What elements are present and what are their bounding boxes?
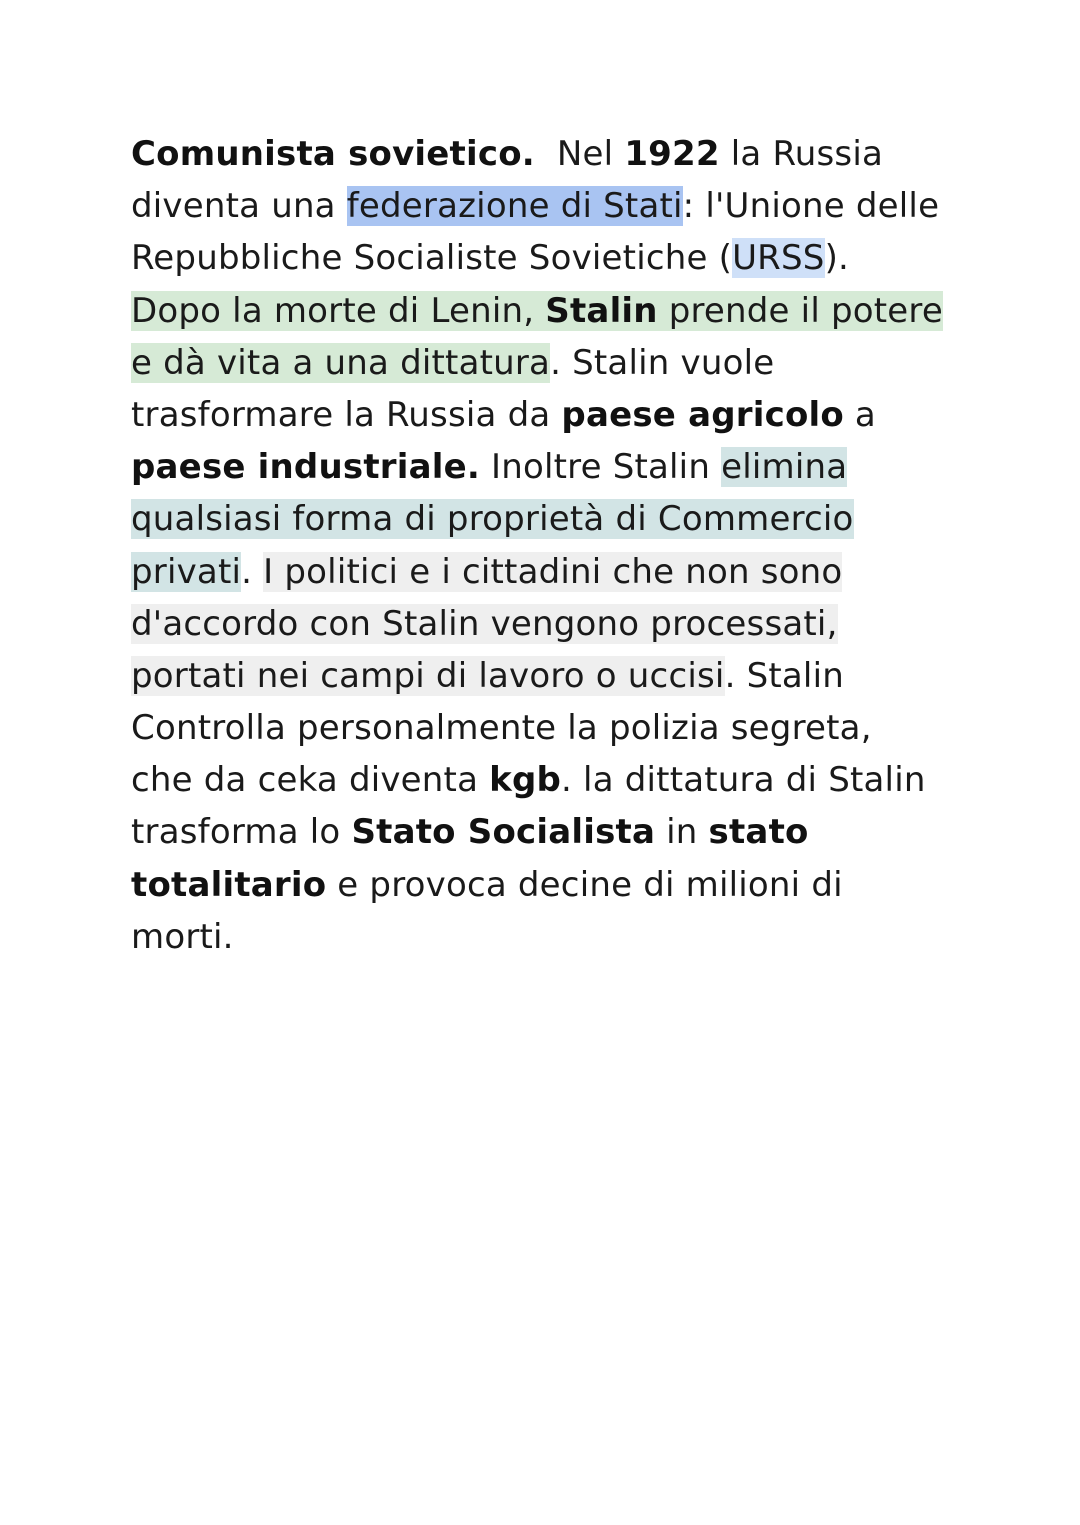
text-segment: Controlla personalmente la polizia segreta, [131, 708, 872, 749]
text-segment: morti. [131, 916, 234, 957]
text-segment: trasforma lo [131, 812, 352, 853]
text-line [131, 232, 961, 284]
text-segment: . la dittatura di Stalin [561, 760, 926, 801]
text-segment: a [843, 394, 876, 435]
text-segment: in [655, 812, 709, 853]
highlighted-text: I politici e i cittadini che non sono [263, 551, 843, 592]
text-line [131, 493, 961, 545]
text-segment: Inoltre Stalin [479, 447, 722, 488]
text-line [131, 389, 961, 441]
text-line [131, 285, 961, 337]
highlighted-text: d'accordo con Stalin vengono processati, [131, 603, 838, 644]
bold-text: stato [708, 812, 809, 853]
text-segment: trasformare la Russia da [131, 394, 562, 435]
text-segment: . Stalin [724, 655, 844, 696]
text-line [131, 128, 961, 180]
text-segment: che da ceka diventa [131, 760, 490, 801]
highlighted-text: e dà vita a una dittatura [131, 342, 551, 383]
text-line [131, 806, 961, 858]
text-segment: : l'Unione delle [682, 186, 940, 227]
text-line [131, 598, 961, 650]
highlighted-text: federazione di Stati [346, 186, 683, 227]
text-line [131, 546, 961, 598]
highlighted-text: portati nei campi di lavoro o uccisi [131, 655, 725, 696]
text-line [131, 180, 961, 232]
bold-text: Stato Socialista [351, 812, 656, 853]
text-line [131, 650, 961, 702]
highlighted-text: prende il potere [657, 290, 943, 331]
text-line [131, 441, 961, 493]
text-segment: . [241, 551, 264, 592]
highlighted-text: URSS [732, 238, 825, 279]
bold-text: kgb [489, 760, 562, 801]
bold-text: Comunista sovietico. [131, 134, 535, 174]
text-line [131, 754, 961, 806]
text-segment: la Russia [719, 134, 884, 174]
text-segment: diventa una [131, 186, 347, 227]
text-segment: . Stalin vuole [550, 342, 775, 383]
highlighted-text: Stalin [545, 290, 658, 331]
text-line [131, 911, 961, 963]
highlighted-text: qualsiasi forma di proprietà di Commercio [131, 499, 854, 540]
text-line [131, 859, 961, 911]
bold-text: totalitario [131, 864, 327, 905]
text-segment: Repubbliche Socialiste Sovietiche ( [131, 238, 733, 279]
bold-text: paese agricolo [561, 394, 844, 435]
highlighted-text: privati [131, 551, 242, 592]
text-segment: ). [824, 238, 850, 279]
text-line [131, 337, 961, 389]
highlighted-text: elimina [721, 447, 848, 488]
text-segment: Nel [534, 134, 625, 174]
bold-text: 1922 [624, 134, 720, 174]
bold-text: paese industriale. [131, 447, 480, 488]
text-segment: e provoca decine di milioni di [326, 864, 843, 905]
text-line [131, 702, 961, 754]
highlighted-text: Dopo la morte di Lenin, [131, 290, 546, 331]
document-body [131, 128, 961, 963]
